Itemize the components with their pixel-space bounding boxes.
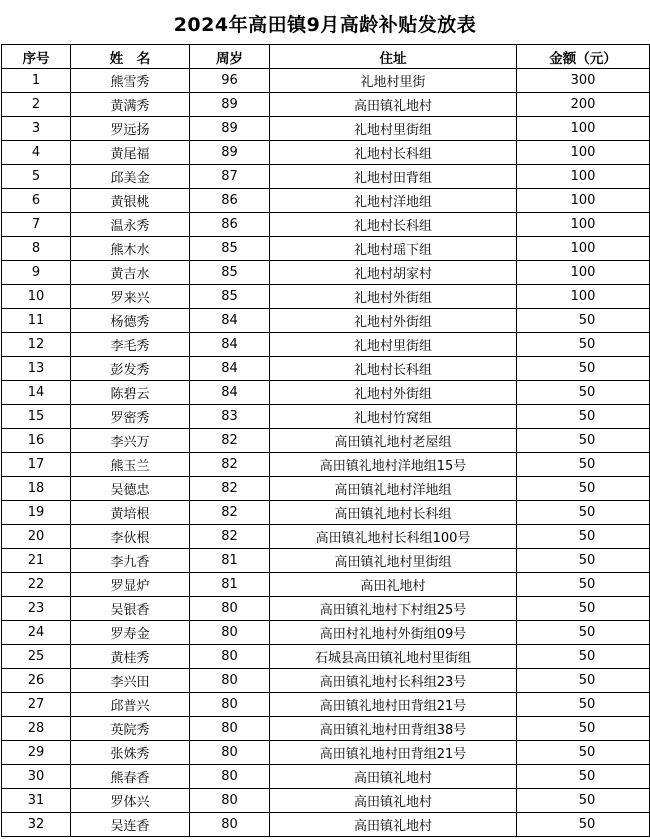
cell-name: 吴连香 [71,813,190,837]
cell-age: 80 [190,645,270,669]
cell-index: 19 [2,501,71,525]
table-row [2,813,650,837]
cell-address: 礼地村里街组 [270,333,517,357]
table-row [2,525,650,549]
cell-age: 81 [190,573,270,597]
cell-address: 高田镇礼地村 [270,813,517,837]
cell-index: 32 [2,813,71,837]
cell-name: 温永秀 [71,213,190,237]
cell-index: 5 [2,165,71,189]
cell-address: 高田镇礼地村 [270,93,517,117]
cell-age: 80 [190,693,270,717]
cell-name: 张姝秀 [71,741,190,765]
cell-name: 邱普兴 [71,693,190,717]
cell-age: 96 [190,69,270,93]
header-index: 序号 [2,45,71,69]
cell-address: 高田镇礼地村长科组100号 [270,525,517,549]
cell-amount: 50 [517,573,650,597]
cell-age: 86 [190,213,270,237]
table-row [2,189,650,213]
cell-index: 6 [2,189,71,213]
cell-address: 高田镇礼地村老屋组 [270,429,517,453]
table-row [2,405,650,429]
cell-amount: 50 [517,645,650,669]
subsidy-table [1,44,650,837]
cell-age: 80 [190,621,270,645]
cell-index: 16 [2,429,71,453]
cell-age: 89 [190,93,270,117]
cell-age: 82 [190,429,270,453]
cell-amount: 50 [517,549,650,573]
cell-index: 11 [2,309,71,333]
cell-index: 7 [2,213,71,237]
header-amount: 金额（元） [517,45,650,69]
cell-amount: 100 [517,189,650,213]
cell-amount: 50 [517,717,650,741]
cell-address: 礼地村外街组 [270,285,517,309]
table-row [2,381,650,405]
cell-address: 礼地村胡家村 [270,261,517,285]
cell-age: 87 [190,165,270,189]
cell-name: 熊玉兰 [71,453,190,477]
cell-age: 89 [190,117,270,141]
cell-address: 礼地村外街组 [270,309,517,333]
cell-index: 23 [2,597,71,621]
cell-amount: 50 [517,309,650,333]
cell-address: 礼地村洋地组 [270,189,517,213]
table-row [2,789,650,813]
cell-amount: 300 [517,69,650,93]
table-row [2,597,650,621]
cell-address: 礼地村里街 [270,69,517,93]
cell-age: 82 [190,525,270,549]
cell-amount: 50 [517,453,650,477]
table-row [2,165,650,189]
cell-index: 4 [2,141,71,165]
cell-index: 22 [2,573,71,597]
table-row [2,717,650,741]
cell-address: 高田镇礼地村里街组 [270,549,517,573]
cell-name: 罗体兴 [71,789,190,813]
cell-index: 20 [2,525,71,549]
cell-name: 邱美金 [71,165,190,189]
cell-amount: 50 [517,429,650,453]
cell-amount: 50 [517,741,650,765]
cell-index: 24 [2,621,71,645]
table-row [2,669,650,693]
table-row [2,69,650,93]
cell-age: 86 [190,189,270,213]
cell-amount: 50 [517,501,650,525]
cell-name: 李兴田 [71,669,190,693]
cell-age: 85 [190,285,270,309]
cell-address: 高田镇礼地村田背组21号 [270,741,517,765]
cell-age: 80 [190,765,270,789]
table-row [2,453,650,477]
cell-address: 礼地村瑶下组 [270,237,517,261]
cell-name: 熊木水 [71,237,190,261]
cell-index: 27 [2,693,71,717]
cell-name: 罗寿金 [71,621,190,645]
cell-name: 李毛秀 [71,333,190,357]
cell-name: 李兴万 [71,429,190,453]
table-row [2,693,650,717]
cell-age: 84 [190,357,270,381]
cell-index: 29 [2,741,71,765]
cell-amount: 50 [517,405,650,429]
cell-index: 18 [2,477,71,501]
cell-name: 罗密秀 [71,405,190,429]
cell-address: 石城县高田镇礼地村里街组 [270,645,517,669]
cell-index: 13 [2,357,71,381]
table-row [2,141,650,165]
table-row [2,645,650,669]
cell-age: 85 [190,261,270,285]
cell-amount: 50 [517,813,650,837]
cell-address: 高田镇礼地村田背组38号 [270,717,517,741]
cell-address: 高田镇礼地村洋地组 [270,477,517,501]
cell-address: 高田礼地村 [270,573,517,597]
cell-name: 彭发秀 [71,357,190,381]
cell-amount: 100 [517,285,650,309]
cell-name: 罗来兴 [71,285,190,309]
cell-address: 高田镇礼地村田背组21号 [270,693,517,717]
cell-age: 81 [190,549,270,573]
cell-index: 3 [2,117,71,141]
cell-address: 礼地村长科组 [270,357,517,381]
cell-age: 85 [190,237,270,261]
cell-age: 84 [190,381,270,405]
cell-name: 黄吉水 [71,261,190,285]
table-row [2,429,650,453]
cell-age: 83 [190,405,270,429]
cell-age: 80 [190,669,270,693]
cell-address: 礼地村竹窝组 [270,405,517,429]
table-row [2,765,650,789]
cell-amount: 50 [517,789,650,813]
cell-amount: 50 [517,357,650,381]
cell-amount: 50 [517,333,650,357]
cell-address: 高田镇礼地村 [270,789,517,813]
cell-index: 8 [2,237,71,261]
cell-name: 李伙根 [71,525,190,549]
cell-amount: 100 [517,213,650,237]
table-row [2,309,650,333]
cell-name: 罗显炉 [71,573,190,597]
cell-amount: 100 [517,261,650,285]
table-row [2,261,650,285]
cell-amount: 100 [517,117,650,141]
table-row [2,93,650,117]
cell-index: 14 [2,381,71,405]
table-row [2,213,650,237]
table-row [2,549,650,573]
cell-age: 84 [190,309,270,333]
cell-amount: 50 [517,381,650,405]
cell-amount: 100 [517,165,650,189]
cell-index: 17 [2,453,71,477]
table-row [2,741,650,765]
table-row [2,357,650,381]
cell-address: 高田镇礼地村长科组 [270,501,517,525]
cell-index: 30 [2,765,71,789]
cell-index: 9 [2,261,71,285]
cell-address: 礼地村外街组 [270,381,517,405]
cell-address: 高田镇礼地村长科组23号 [270,669,517,693]
cell-address: 高田村礼地村外街组09号 [270,621,517,645]
cell-address: 礼地村长科组 [270,213,517,237]
cell-age: 80 [190,789,270,813]
table-row [2,621,650,645]
cell-amount: 50 [517,621,650,645]
cell-name: 吴德忠 [71,477,190,501]
header-age: 周岁 [190,45,270,69]
table-row [2,477,650,501]
cell-amount: 100 [517,237,650,261]
cell-name: 李九香 [71,549,190,573]
cell-name: 黄银桃 [71,189,190,213]
cell-age: 82 [190,501,270,525]
cell-age: 84 [190,333,270,357]
cell-amount: 50 [517,597,650,621]
cell-index: 10 [2,285,71,309]
cell-amount: 50 [517,765,650,789]
cell-index: 12 [2,333,71,357]
table-row [2,333,650,357]
cell-name: 熊雪秀 [71,69,190,93]
cell-age: 82 [190,453,270,477]
cell-index: 1 [2,69,71,93]
cell-index: 21 [2,549,71,573]
table-row [2,501,650,525]
cell-age: 80 [190,717,270,741]
cell-index: 15 [2,405,71,429]
cell-name: 黄尾福 [71,141,190,165]
cell-name: 吴银香 [71,597,190,621]
cell-name: 黄桂秀 [71,645,190,669]
cell-address: 礼地村长科组 [270,141,517,165]
cell-address: 高田镇礼地村洋地组15号 [270,453,517,477]
cell-amount: 50 [517,693,650,717]
table-header-row [2,45,650,69]
cell-amount: 50 [517,669,650,693]
cell-age: 80 [190,597,270,621]
cell-amount: 50 [517,525,650,549]
table-row [2,573,650,597]
cell-address: 礼地村里街组 [270,117,517,141]
cell-name: 罗远扬 [71,117,190,141]
cell-address: 高田镇礼地村下村组25号 [270,597,517,621]
cell-index: 31 [2,789,71,813]
cell-amount: 200 [517,93,650,117]
cell-age: 82 [190,477,270,501]
table-row [2,237,650,261]
cell-age: 80 [190,813,270,837]
cell-address: 礼地村田背组 [270,165,517,189]
cell-name: 杨德秀 [71,309,190,333]
cell-name: 熊春香 [71,765,190,789]
cell-index: 26 [2,669,71,693]
table-body [2,69,650,837]
cell-name: 黄培根 [71,501,190,525]
header-name: 姓 名 [71,45,190,69]
cell-index: 28 [2,717,71,741]
document-title: 2024年高田镇9月高龄补贴发放表 [173,14,477,36]
cell-name: 英院秀 [71,717,190,741]
cell-address: 高田镇礼地村 [270,765,517,789]
header-address: 住址 [270,45,517,69]
cell-age: 80 [190,741,270,765]
cell-amount: 100 [517,141,650,165]
cell-index: 2 [2,93,71,117]
cell-amount: 50 [517,477,650,501]
cell-age: 89 [190,141,270,165]
cell-name: 黄满秀 [71,93,190,117]
cell-name: 陈碧云 [71,381,190,405]
table-row [2,117,650,141]
cell-index: 25 [2,645,71,669]
table-row [2,285,650,309]
